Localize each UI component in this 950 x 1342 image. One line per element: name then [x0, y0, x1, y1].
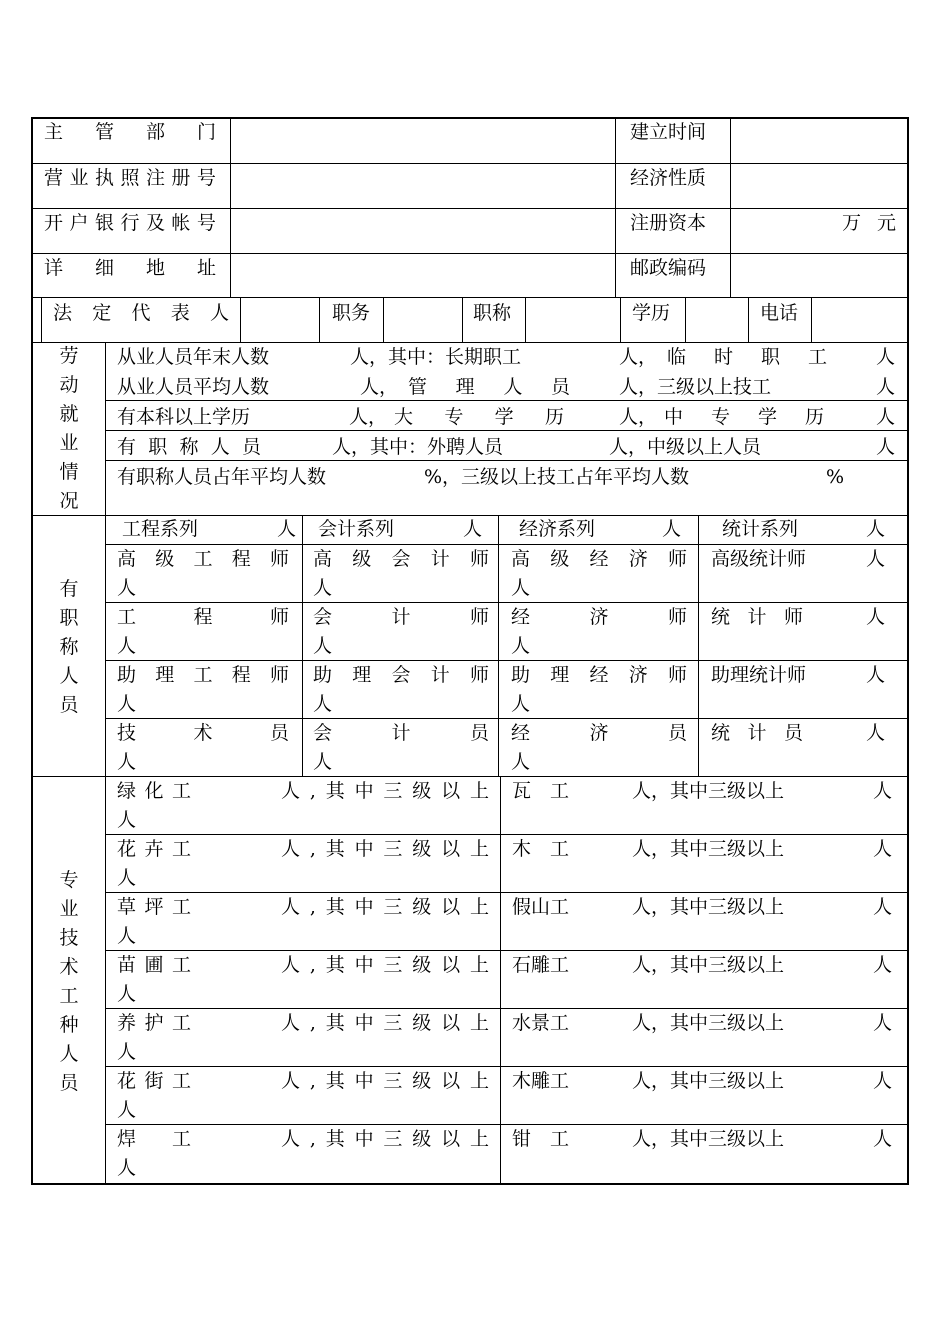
titled-stat-label: 统 计 师 — [711, 606, 803, 628]
title-label: 职称 — [473, 302, 512, 324]
titled-header-unit: 人 — [866, 518, 886, 540]
labor-row4-c: 人，中级以上人员 — [609, 436, 762, 458]
v-line — [41, 298, 42, 342]
labor-row3-d: 人， — [619, 406, 658, 428]
v-line — [907, 117, 909, 1185]
worker-right-name: 石雕工 — [512, 954, 570, 976]
titled-stat-label: 助理统计师 — [711, 664, 807, 686]
worker-left-suffix: 人 , 其 中 三 级 以 上 — [281, 838, 489, 860]
workers-section-label: 专业技术工种人员 — [59, 869, 79, 1094]
labor-row2-a: 从业人员平均人数 — [117, 376, 270, 398]
titled-eco-label: 经 济 员 — [511, 722, 687, 744]
titled-unit: 人 — [313, 577, 333, 599]
labor-row1-unit: 人 — [876, 346, 896, 368]
worker-left-unit: 人 — [117, 1041, 137, 1063]
worker-right-unit: 人 — [873, 896, 893, 918]
titled-unit: 人 — [866, 548, 886, 570]
titled-eco-label: 经 济 师 — [511, 606, 687, 628]
postcode-label: 邮政编码 — [630, 257, 707, 279]
titled-eng-label: 工 程 师 — [117, 606, 289, 628]
worker-right-name: 木雕工 — [512, 1070, 570, 1092]
titled-header-acc: 会计系列 — [318, 518, 395, 540]
titled-eng-label: 助 理 工 程 师 — [117, 664, 289, 686]
v-line — [302, 515, 303, 776]
v-line — [620, 298, 621, 342]
labor-row3-b: 人， — [349, 406, 388, 428]
labor-row3-e: 中 专 学 历 — [664, 406, 824, 428]
labor-row5-a: 有职称人员占年平均人数 — [117, 466, 327, 488]
worker-right-mid: 人，其中三级以上 — [632, 954, 785, 976]
labor-row1-b: 人，其中：长期职工 — [350, 346, 522, 368]
titled-acc-label: 会 计 员 — [313, 722, 489, 744]
titled-unit: 人 — [313, 635, 333, 657]
titled-eco-label: 助 理 经 济 师 — [511, 664, 687, 686]
v-line — [698, 515, 699, 776]
worker-left-unit: 人 — [117, 925, 137, 947]
titled-unit: 人 — [866, 722, 886, 744]
worker-left-unit: 人 — [117, 983, 137, 1005]
v-line — [383, 298, 384, 342]
titled-unit: 人 — [866, 606, 886, 628]
titled-header-unit: 人 — [277, 518, 297, 540]
worker-right-name: 瓦 工 — [512, 780, 570, 802]
dept-label: 主 管 部 门 — [44, 121, 216, 143]
titled-acc-label: 助 理 会 计 师 — [313, 664, 489, 686]
titled-eco-label: 高 级 经 济 师 — [511, 548, 687, 570]
v-line — [500, 776, 501, 1183]
worker-left-suffix: 人 , 其 中 三 级 以 上 — [281, 954, 489, 976]
worker-left-name: 草 坪 工 — [117, 896, 191, 918]
worker-right-unit: 人 — [873, 1070, 893, 1092]
econ-nature-label: 经济性质 — [630, 167, 707, 189]
titled-unit: 人 — [313, 693, 333, 715]
labor-row5-b: %，三级以上技工占年平均人数 — [424, 466, 690, 488]
worker-left-suffix: 人 , 其 中 三 级 以 上 — [281, 1070, 489, 1092]
titled-stat-label: 高级统计师 — [711, 548, 807, 570]
labor-row4-unit: 人 — [876, 436, 896, 458]
labor-row4-b: 人，其中：外聘人员 — [332, 436, 504, 458]
titled-header-eng: 工程系列 — [122, 518, 199, 540]
v-line — [615, 117, 616, 298]
worker-left-name: 花 街 工 — [117, 1070, 191, 1092]
h-line — [105, 1066, 908, 1067]
v-line — [240, 298, 241, 342]
position-label: 职务 — [332, 302, 371, 324]
titled-acc-label: 高 级 会 计 师 — [313, 548, 489, 570]
v-line — [319, 298, 320, 342]
titled-unit: 人 — [117, 751, 137, 773]
h-line — [31, 1183, 908, 1185]
worker-right-name: 假山工 — [512, 896, 570, 918]
h-line — [105, 950, 908, 951]
reg-capital-label: 注册资本 — [630, 212, 707, 234]
worker-left-name: 花 卉 工 — [117, 838, 191, 860]
legal-rep-label: 法 定 代 表 人 — [53, 302, 229, 324]
worker-right-name: 钳 工 — [512, 1128, 570, 1150]
titled-unit: 人 — [511, 693, 531, 715]
worker-left-name: 苗 圃 工 — [117, 954, 191, 976]
titled-unit: 人 — [866, 664, 886, 686]
titled-unit: 人 — [511, 577, 531, 599]
titled-acc-label: 会 计 师 — [313, 606, 489, 628]
titled-eng-label: 高 级 工 程 师 — [117, 548, 289, 570]
v-line — [811, 298, 812, 342]
labor-row1-c: 人， — [619, 346, 658, 368]
capital-unit: 万 元 — [842, 212, 896, 234]
titled-stat-label: 统 计 员 — [711, 722, 803, 744]
worker-left-suffix: 人 , 其 中 三 级 以 上 — [281, 1012, 489, 1034]
titled-header-eco: 经济系列 — [519, 518, 596, 540]
v-line — [685, 298, 686, 342]
v-line — [498, 515, 499, 776]
titled-unit: 人 — [117, 693, 137, 715]
labor-row3-unit: 人 — [876, 406, 896, 428]
v-line — [730, 117, 731, 298]
v-line — [462, 298, 463, 342]
worker-left-name: 养 护 工 — [117, 1012, 191, 1034]
v-line — [31, 117, 33, 1185]
labor-row1-a: 从业人员年末人数 — [117, 346, 270, 368]
labor-row5-c: % — [826, 466, 845, 488]
labor-row3-a: 有本科以上学历 — [117, 406, 251, 428]
bank-account-label: 开 户 银 行 及 帐 号 — [44, 212, 216, 234]
worker-right-mid: 人，其中三级以上 — [632, 1128, 785, 1150]
worker-left-unit: 人 — [117, 1157, 137, 1179]
titled-header-unit: 人 — [662, 518, 682, 540]
worker-left-suffix: 人 , 其 中 三 级 以 上 — [281, 780, 489, 802]
labor-row4-a: 有 职 称 人 员 — [117, 436, 261, 458]
worker-right-mid: 人，其中三级以上 — [632, 838, 785, 860]
worker-left-unit: 人 — [117, 809, 137, 831]
worker-left-unit: 人 — [117, 867, 137, 889]
titled-unit: 人 — [511, 751, 531, 773]
worker-right-unit: 人 — [873, 780, 893, 802]
worker-right-name: 木 工 — [512, 838, 570, 860]
h-line — [105, 892, 908, 893]
titled-section-label: 有职称人员 — [59, 578, 79, 716]
worker-left-unit: 人 — [117, 1099, 137, 1121]
worker-left-suffix: 人 , 其 中 三 级 以 上 — [281, 896, 489, 918]
titled-eng-label: 技 术 员 — [117, 722, 289, 744]
worker-left-name: 焊 工 — [117, 1128, 191, 1150]
worker-right-name: 水景工 — [512, 1012, 570, 1034]
titled-unit: 人 — [117, 577, 137, 599]
labor-row2-c: 管 理 人 员 — [408, 376, 570, 398]
v-line — [230, 117, 231, 298]
v-line — [105, 342, 106, 1183]
phone-label: 电话 — [760, 302, 799, 324]
worker-left-name: 绿 化 工 — [117, 780, 191, 802]
labor-row2-b: 人， — [360, 376, 399, 398]
worker-right-unit: 人 — [873, 1012, 893, 1034]
worker-right-mid: 人，其中三级以上 — [632, 896, 785, 918]
worker-right-unit: 人 — [873, 1128, 893, 1150]
build-time-label: 建立时间 — [630, 121, 707, 143]
v-line — [525, 298, 526, 342]
titled-unit: 人 — [117, 635, 137, 657]
worker-right-mid: 人，其中三级以上 — [632, 780, 785, 802]
education-label: 学历 — [632, 302, 671, 324]
h-line — [31, 297, 908, 298]
license-no-label: 营 业 执 照 注 册 号 — [44, 167, 216, 189]
titled-unit: 人 — [313, 751, 333, 773]
labor-row1-d: 临 时 职 工 — [667, 346, 827, 368]
worker-right-mid: 人，其中三级以上 — [632, 1012, 785, 1034]
worker-left-suffix: 人 , 其 中 三 级 以 上 — [281, 1128, 489, 1150]
worker-right-unit: 人 — [873, 954, 893, 976]
worker-right-unit: 人 — [873, 838, 893, 860]
h-line — [105, 1124, 908, 1125]
titled-header-stat: 统计系列 — [722, 518, 799, 540]
labor-section-label: 劳动就业情况 — [59, 345, 79, 512]
worker-right-mid: 人，其中三级以上 — [632, 1070, 785, 1092]
h-line — [105, 834, 908, 835]
labor-row2-unit: 人 — [876, 376, 896, 398]
h-line — [105, 1008, 908, 1009]
address-label: 详 细 地 址 — [44, 257, 216, 279]
titled-unit: 人 — [511, 635, 531, 657]
v-line — [748, 298, 749, 342]
labor-row3-c: 大 专 学 历 — [394, 406, 564, 428]
labor-row2-d: 人，三级以上技工 — [619, 376, 772, 398]
titled-header-unit: 人 — [463, 518, 483, 540]
